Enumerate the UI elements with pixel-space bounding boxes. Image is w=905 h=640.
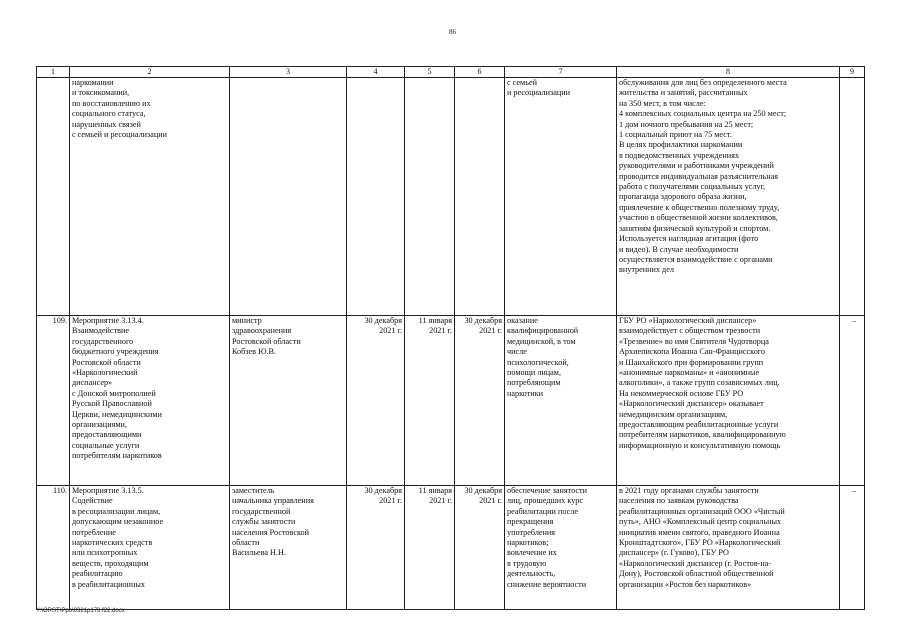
result-cell: в 2021 году органами службы занятости населения по заявкам руководства реабилитационных организаций ООО «Чистый путь», АНО «Комплексный центр социальных инициатив имени святого, праведного Иоанна Кронштадтского», ГБУ РО «Наркологический диспансер» (г. Гуково), ГБУ РО «Наркологический диспансер (г. Ростов-на- Дону), Ростовской областной общественной организации «Ростов без наркотиков» [617,486,840,610]
col-header: 2 [70,67,230,78]
col-header: 4 [347,67,405,78]
event-cell: Мероприятие 3.13.5. Содействие в ресоциализации лицам, допускающим незаконное потребление наркотических средств или психотропных веществ, проходящим реабилитацию в реабилитационных [70,486,230,610]
col-header: 8 [617,67,840,78]
header-row [37,67,865,78]
table-row [37,486,865,610]
responsible-cell: министр здравоохранения Ростовской области Кобзев Ю.В. [230,316,347,486]
note-cell: – [840,316,865,486]
end-date-cell [455,78,505,316]
col-header: 1 [37,67,70,78]
end-date-cell: 30 декабря 2021 г. [455,486,505,610]
end-date-cell: 30 декабря 2021 г. [455,316,505,486]
responsible-cell: заместитель начальника управления государственной службы занятости населения Ростовской области Васильева Н.Н. [230,486,347,610]
col-header: 6 [455,67,505,78]
note-cell [840,78,865,316]
start-date-cell: 11 января 2021 г. [405,486,455,610]
result-cell: ГБУ РО «Наркологический диспансер» взаимодействует с обществом трезвости «Трезвение» во имя Святителя Чудотворца Архиепископа Иоанна Сан-Францисского и Шанхайского при формировании групп «анонимные наркоманы» и «анонимные алкоголики», а также групп созависимых лиц. На некоммерческой основе ГБУ РО «Наркологический диспансер» оказывает немедицинским организациям, предоставляющим реабилитационные услуги потребителям наркотиков, квалифицированную информационную и консультативную помощь [617,316,840,486]
responsible-cell [230,78,347,316]
file-path-footer: Y:\ORST\Ppo\0321p173.f22.docx [36,608,125,614]
col-header: 3 [230,67,347,78]
content-cell: с семьей и ресоциализации [505,78,617,316]
events-table [36,66,865,610]
note-cell: – [840,486,865,610]
planned-date-cell: 30 декабря 2021 г. [347,316,405,486]
planned-date-cell: 30 декабря 2021 г. [347,486,405,610]
result-cell: обслуживания для лиц без определенного места жительства и занятий, рассчитанных на 350 мест, в том числе: 4 комплексных социальных центра на 250 мест; 1 дом ночного пребывания на 25 мест; 1 социальный приют на 75 мест. В целях профилактики наркомании в подведомственных учреждениях руководителями и работниками учреждений проводится индивидуальная разъяснительная работа с получателями социальных услуг, пропаганда здорового образа жизни, приялечение к общественно полезному труду, участию в общественной жизни коллективов, занятиям физической культурой и спортом. Используется наглядная агитация (фото и видео). В случае необходимости осуществляется взаимодействие с органами внутренних дел [617,78,840,316]
start-date-cell: 11 января 2021 г. [405,316,455,486]
planned-date-cell [347,78,405,316]
content-cell: оказание квалифицированной медицинской, в том числе психологической, помощи лицам, потребляющим наркотики [505,316,617,486]
event-cell: наркомании и токсикомании, по восстановлению их социального статуса, нарушенных связей с семьей и ресоциализации [70,78,230,316]
col-header: 9 [840,67,865,78]
col-header: 7 [505,67,617,78]
event-cell: Мероприятие 3.13.4. Взаимодействие государственного бюджетного учреждения Ростовской области «Наркологический диспансер» с Донской митрополией Русской Православной Церкви, немедицинскими организациями, предоставляющими социальные услуги потребителям наркотиков [70,316,230,486]
row-number [37,78,70,316]
table-row [37,316,865,486]
table-row [37,78,865,316]
start-date-cell [405,78,455,316]
page-number: 86 [449,28,456,36]
col-header: 5 [405,67,455,78]
content-cell: обеспечение занятости лиц, прошедших курс реабилитации после прекращения употребления наркотиков; вовлечение их в трудовую деятельность, снижение вероятности [505,486,617,610]
row-number: 110. [37,486,70,610]
row-number: 109. [37,316,70,486]
